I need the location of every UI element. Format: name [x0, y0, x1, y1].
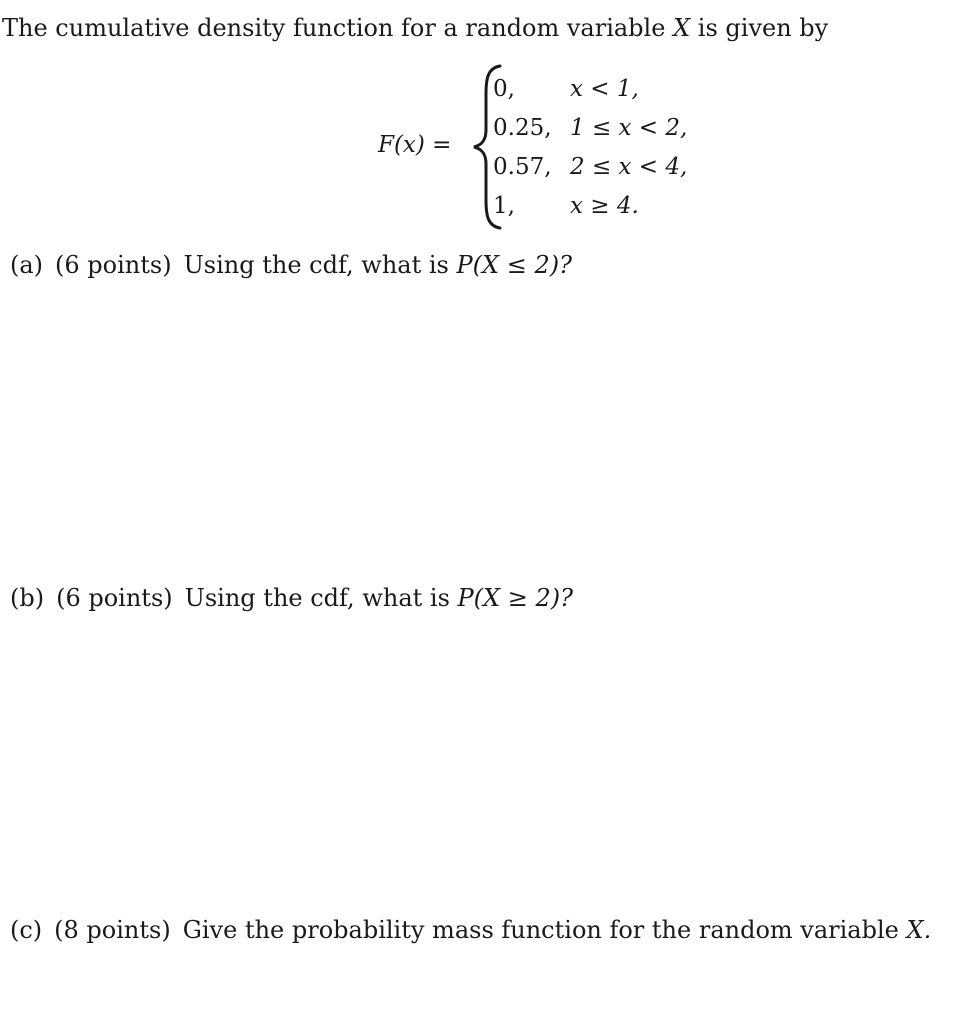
intro-text-after: is given by — [690, 14, 829, 42]
case-value-3: 1, — [493, 193, 515, 219]
case-value-2: 0.57, — [493, 154, 552, 180]
question-a — [10, 250, 572, 280]
question-a-points: (6 points) — [55, 251, 172, 279]
question-b-label: (b) — [10, 584, 45, 612]
question-c-math: X. — [906, 916, 932, 944]
case-condition-0: x < 1, — [570, 76, 639, 102]
intro-paragraph — [2, 13, 828, 43]
question-c-text: Give the probability mass function for the random variable — [182, 916, 907, 944]
case-condition-2: 2 ≤ x < 4, — [570, 154, 688, 180]
question-b — [10, 583, 573, 613]
question-c — [10, 915, 931, 945]
case-value-0: 0, — [493, 76, 515, 102]
intro-variable: X — [673, 14, 691, 42]
case-condition-3: x ≥ 4. — [570, 193, 639, 219]
cdf-lhs: F(x) = — [378, 132, 452, 158]
question-b-text: Using the cdf, what is — [184, 584, 458, 612]
question-c-points: (8 points) — [54, 916, 171, 944]
question-b-points: (6 points) — [56, 584, 173, 612]
case-condition-1: 1 ≤ x < 2, — [570, 115, 688, 141]
case-value-1: 0.25, — [493, 115, 552, 141]
question-b-math: P(X ≥ 2)? — [457, 584, 573, 612]
question-c-label: (c) — [10, 916, 43, 944]
question-a-text: Using the cdf, what is — [183, 251, 457, 279]
intro-text-before: The cumulative density function for a random variable — [2, 14, 674, 42]
question-a-label: (a) — [10, 251, 44, 279]
question-a-math: P(X ≤ 2)? — [456, 251, 572, 279]
